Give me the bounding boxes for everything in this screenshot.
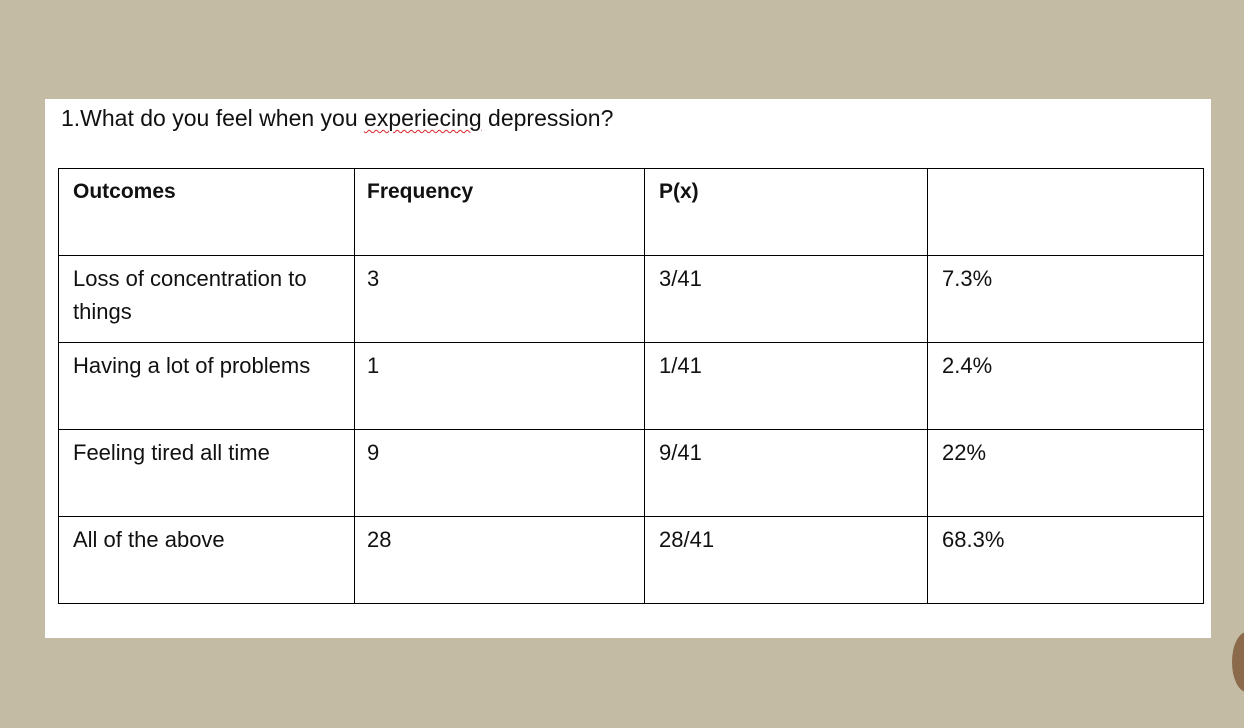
frequency-cell: 28: [355, 517, 645, 604]
probability-cell: 3/41: [645, 256, 928, 343]
misspelled-word: experiecing: [364, 105, 482, 131]
table-row: [59, 256, 1204, 343]
outcomes-table: [58, 168, 1204, 604]
outcome-cell: Loss of concentration to things: [59, 256, 355, 343]
percent-cell: 22%: [928, 430, 1204, 517]
question-suffix: depression?: [481, 105, 614, 131]
document-page: [45, 99, 1211, 638]
table-row: [59, 517, 1204, 604]
background-object: [1232, 632, 1244, 692]
table-row: [59, 430, 1204, 517]
frequency-cell: 3: [355, 256, 645, 343]
probability-cell: 28/41: [645, 517, 928, 604]
header-percent: [928, 169, 1204, 256]
table-header-row: [59, 169, 1204, 256]
table-row: [59, 343, 1204, 430]
header-probability: P(x): [645, 169, 928, 256]
percent-cell: 7.3%: [928, 256, 1204, 343]
frequency-cell: 9: [355, 430, 645, 517]
outcome-cell: Feeling tired all time: [59, 430, 355, 517]
header-frequency: Frequency: [355, 169, 645, 256]
outcome-cell: All of the above: [59, 517, 355, 604]
question-heading: [61, 105, 613, 132]
frequency-cell: 1: [355, 343, 645, 430]
outcome-cell: Having a lot of problems: [59, 343, 355, 430]
percent-cell: 68.3%: [928, 517, 1204, 604]
probability-cell: 9/41: [645, 430, 928, 517]
question-prefix: 1.What do you feel when you: [61, 105, 365, 131]
percent-cell: 2.4%: [928, 343, 1204, 430]
header-outcomes: Outcomes: [59, 169, 355, 256]
probability-cell: 1/41: [645, 343, 928, 430]
